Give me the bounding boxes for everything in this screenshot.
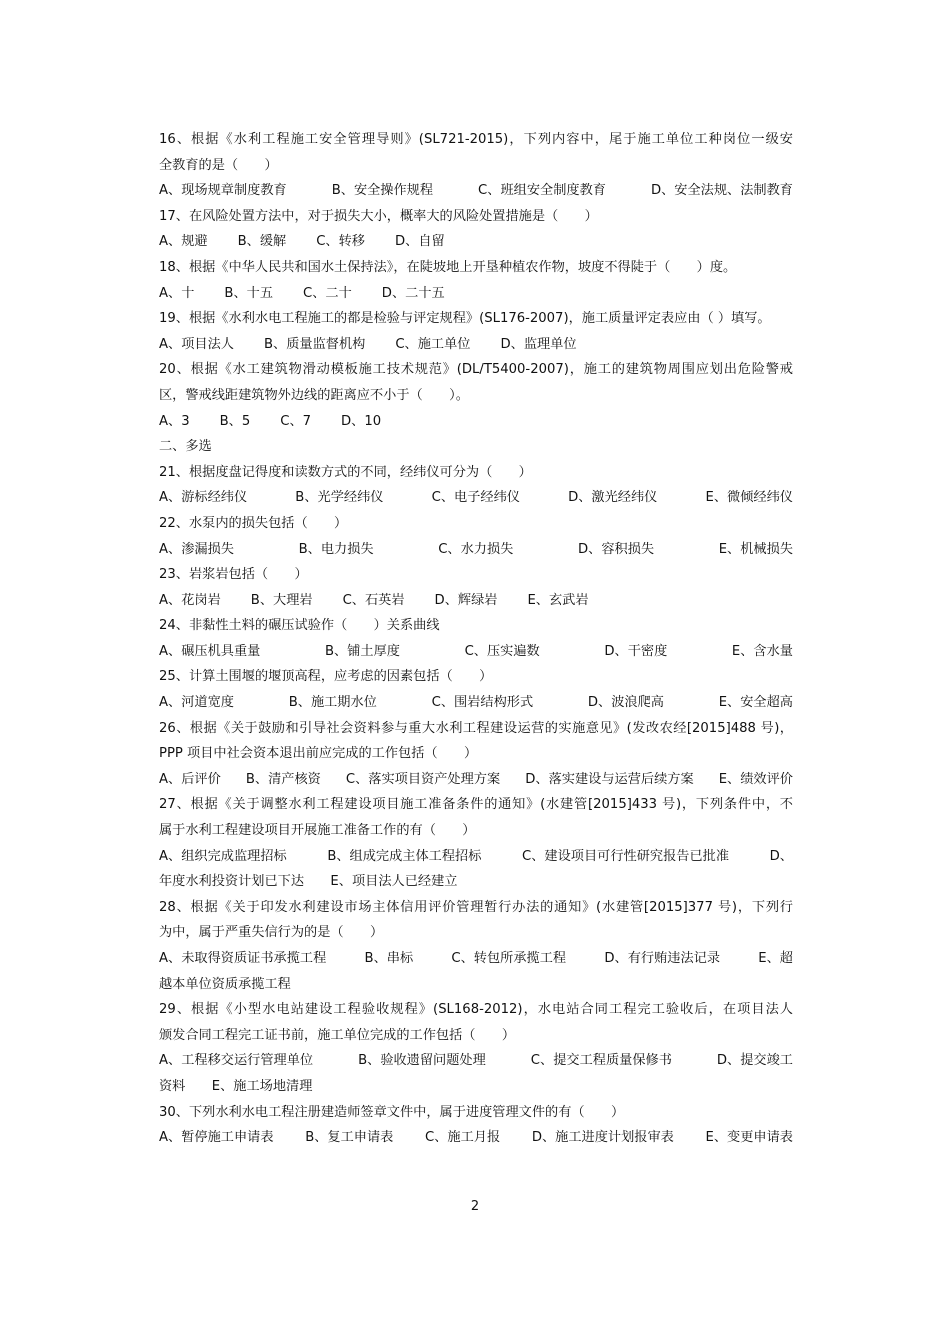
answer-option: B、5 [219, 413, 251, 429]
text-line: 区，警戒线距建筑物外边线的距离应不小于（ ）。 [159, 387, 469, 403]
text-line: 29、根据《小型水电站建设工程验收规程》(SL168-2012)，水电站合同工程完工验收后，在项目法人 [159, 1002, 793, 1018]
answer-option: D、有行贿违法记录 [604, 951, 721, 966]
text-line: 全教育的是（ ） [159, 157, 278, 173]
answer-options-row [159, 767, 793, 793]
answer-option: C、提交工程质量保修书 [530, 1053, 672, 1069]
answer-option: A、渗漏损失 [159, 541, 234, 557]
text-line: 颁发合同工程完工证书前，施工单位完成的工作包括（ ） [159, 1027, 516, 1043]
text-line: 25、计算土围堰的堰顶高程，应考虑的因素包括（ ） [159, 669, 493, 685]
answer-option: B、大理岩 [250, 592, 313, 608]
text-line: 18、根据《中华人民共和国水土保持法》，在陡坡地上开垦种植农作物，坡度不得陡于（ ）度。 [159, 259, 737, 275]
answer-option: B、缓解 [237, 234, 287, 250]
answer-options-row [159, 639, 793, 665]
text-line: 20、根据《水工建筑物滑动模板施工技术规范》(DL/T5400-2007)，施工的建筑物周围应划出危险警戒 [159, 362, 793, 378]
text-line: 27、根据《关于调整水利工程建设项目施工准备条件的通知》(水建管[2015]433 号)，下列条件中，不 [159, 797, 793, 813]
text-line: 二、多选 [159, 439, 212, 455]
text-line: 为中，属于严重失信行为的是（ ） [159, 925, 384, 941]
answer-options-row [159, 409, 793, 435]
answer-option: E、玄武岩 [527, 592, 589, 608]
answer-option: D、落实建设与运营后续方案 [525, 771, 694, 787]
answer-option: D、自留 [394, 234, 445, 250]
answer-option: B、铺土厚度 [324, 643, 400, 659]
answer-option: A、工程移交运行管理单位 [159, 1053, 314, 1069]
answer-option: B、清产核资 [245, 771, 321, 787]
answer-options-row [159, 588, 793, 614]
answer-option: C、压实遍数 [464, 643, 540, 659]
answer-option: B、安全操作规程 [331, 183, 434, 199]
answer-option: E、超 [758, 951, 793, 966]
answer-option: E、变更申请表 [705, 1130, 793, 1146]
text-line: 30、下列水利水电工程注册建造师签章文件中，属于进度管理文件的有（ ） [159, 1104, 625, 1120]
answer-option: D、激光经纬仪 [568, 490, 658, 506]
answer-option: A、后评价 [159, 771, 221, 787]
text-line: 越本单位资质承揽工程 [159, 976, 291, 992]
answer-option: A、暂停施工申请表 [159, 1130, 274, 1146]
answer-option: B、验收遗留问题处理 [358, 1053, 486, 1069]
answer-option: C、石英岩 [342, 592, 405, 608]
text-line: 22、水泵内的损失包括（ ） [159, 515, 348, 531]
answer-option: D、监理单位 [500, 336, 577, 352]
answer-option: D、10 [341, 413, 382, 429]
answer-option: D、容积损失 [577, 541, 655, 557]
answer-options-row [159, 178, 793, 204]
answer-option: C、施工单位 [395, 336, 471, 352]
answer-options-row [159, 281, 793, 307]
answer-option: C、转移 [316, 234, 365, 250]
answer-option: D、辉绿岩 [434, 592, 498, 608]
answer-option: C、班组安全制度教育 [478, 183, 606, 199]
question-list [159, 127, 793, 1151]
answer-option: A、项目法人 [159, 336, 234, 352]
answer-option: A、现场规章制度教育 [159, 183, 287, 199]
answer-option: A、3 [159, 413, 190, 429]
answer-options-row [159, 485, 793, 511]
answer-option: C、二十 [303, 285, 352, 301]
text-line: 17、在风险处置方法中，对于损失大小，概率大的风险处置措施是（ ） [159, 208, 598, 224]
answer-option: D、施工进度计划报审表 [531, 1130, 674, 1146]
text-line: 16、根据《水利工程施工安全管理导则》(SL721-2015)，下列内容中，尾于施工单位工种岗位一级安 [159, 132, 793, 147]
answer-options-row [159, 1125, 793, 1151]
text-line: 年度水利投资计划已下达 E、项目法人已经建立 [159, 874, 458, 890]
page-number: 2 [470, 1199, 480, 1214]
answer-options-row [159, 537, 793, 563]
answer-option: A、游标经纬仪 [159, 490, 248, 506]
answer-option: D、干密度 [604, 643, 668, 659]
answer-option: C、7 [280, 413, 312, 429]
answer-option: C、建设项目可行性研究报告已批准 [522, 848, 730, 864]
text-line: 属于水利工程建设项目开展施工准备工作的有（ ） [159, 823, 476, 839]
answer-option: B、组成完成主体工程招标 [327, 848, 482, 864]
answer-option: A、十 [159, 285, 195, 301]
answer-option: C、围岩结构形式 [431, 695, 534, 711]
answer-option: D、提交竣工 [716, 1053, 793, 1069]
answer-option: B、电力损失 [298, 541, 374, 557]
answer-option: D、波浪爬高 [587, 695, 664, 711]
text-line: 19、根据《水利水电工程施工的都是检验与评定规程》(SL176-2007)，施工质量评定表应由（ ）填写。 [159, 311, 771, 327]
answer-option: A、未取得资质证书承揽工程 [159, 951, 327, 966]
answer-option: A、组织完成监理招标 [159, 848, 287, 864]
answer-option: A、花岗岩 [159, 592, 221, 608]
answer-option: A、河道宽度 [159, 695, 234, 711]
answer-option: D、二十五 [381, 285, 445, 301]
answer-options-row [159, 1048, 793, 1074]
text-line: 23、岩浆岩包括（ ） [159, 567, 308, 583]
answer-option: D、 [769, 848, 793, 864]
answer-option: E、绩效评价 [718, 771, 793, 787]
answer-option: E、微倾经纬仪 [705, 490, 793, 506]
text-line: 28、根据《关于印发水利建设市场主体信用评价管理暂行办法的通知》(水建管[2015]377 号)，下列行 [159, 899, 793, 915]
answer-option: D、安全法规、法制教育 [650, 183, 793, 199]
text-line: PPP 项目中社会资本退出前应完成的工作包括（ ） [159, 746, 478, 762]
answer-option: C、水力损失 [438, 541, 514, 557]
answer-option: C、电子经纬仪 [431, 490, 520, 506]
answer-options-row [159, 229, 793, 255]
answer-option: B、质量监督机构 [263, 336, 366, 352]
answer-option: A、规避 [159, 234, 208, 250]
text-line: 资料 E、施工场地清理 [159, 1078, 313, 1094]
answer-option: E、安全超高 [718, 695, 793, 711]
answer-option: C、落实项目资产处理方案 [345, 771, 501, 787]
answer-option: B、复工申请表 [305, 1130, 394, 1146]
answer-option: E、含水量 [731, 643, 793, 659]
text-line: 26、根据《关于鼓励和引导社会资料参与重大水利工程建设运营的实施意见》(发改农经[2015]488 号)， [159, 720, 793, 736]
answer-option: B、串标 [364, 951, 414, 966]
answer-option: B、光学经纬仪 [295, 490, 384, 506]
answer-options-row [159, 690, 793, 716]
answer-option: E、机械损失 [718, 541, 793, 557]
answer-options-row [159, 844, 793, 870]
answer-option: A、碾压机具重量 [159, 643, 261, 659]
text-line: 24、非黏性土料的碾压试验作（ ）关系曲线 [159, 618, 440, 634]
answer-option: B、施工期水位 [288, 695, 377, 711]
answer-option: B、十五 [224, 285, 274, 301]
answer-option: C、施工月报 [425, 1130, 501, 1146]
text-line: 21、根据度盘记得度和读数方式的不同，经纬仪可分为（ ） [159, 464, 532, 480]
answer-option: C、转包所承揽工程 [451, 951, 567, 966]
answer-options-row [159, 332, 793, 358]
answer-options-row [159, 946, 793, 972]
